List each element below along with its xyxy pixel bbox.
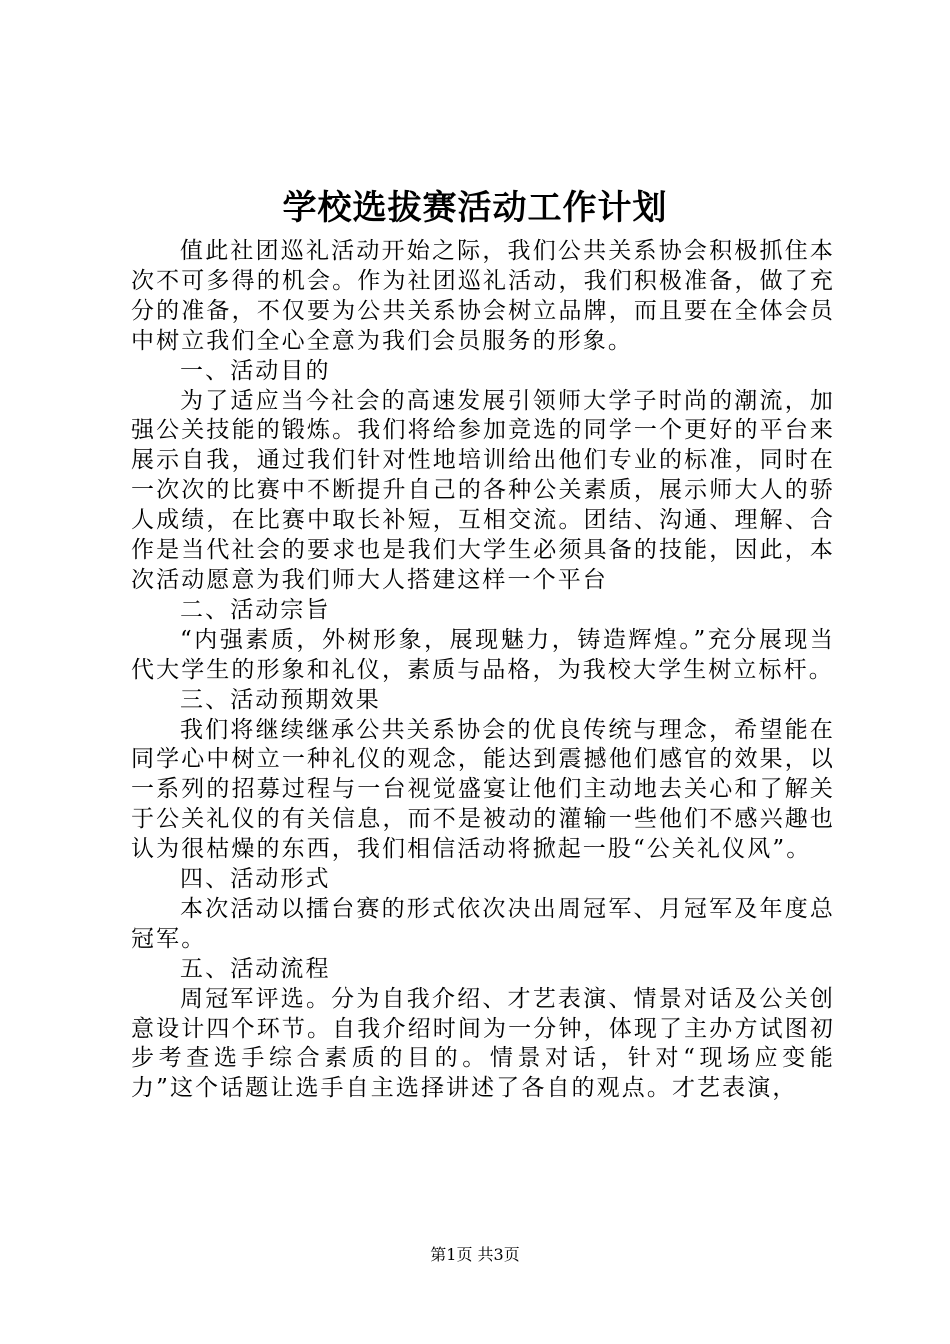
section-heading-aim: 二、活动宗旨: [180, 596, 331, 623]
section-heading-effect: 三、活动预期效果: [180, 686, 381, 713]
section-heading-process: 五、活动流程: [180, 955, 331, 982]
aim-paragraph: “内强素质，外树形象，展现魅力，铸造辉煌。”充分展现当代大学生的形象和礼仪，素质与品格，为我校大学生树立标杆。: [131, 626, 835, 683]
section-heading-purpose: 一、活动目的: [180, 357, 331, 384]
document-body: [131, 237, 835, 1104]
section-heading-format: 四、活动形式: [180, 866, 331, 893]
effect-paragraph: 我们将继续继承公共关系协会的优良传统与理念，希望能在同学心中树立一种礼仪的观念，能达到震撼他们感官的效果，以一系列的招募过程与一台视觉盛宴让他们主动地去关心和了解关于公关礼仪的有关信息，而不是被动的灌输一些他们不感兴趣也认为很枯燥的东西，我们相信活动将掀起一股“公关礼仪风”。: [131, 716, 835, 863]
purpose-paragraph: 为了适应当今社会的高速发展引领师大学子时尚的潮流，加强公关技能的锻炼。我们将给参加竞选的同学一个更好的平台来展示自我，通过我们针对性地培训给出他们专业的标准，同时在一次次的比赛中不断提升自己的各种公关素质，展示师大人的骄人成绩，在比赛中取长补短，互相交流。团结、沟通、理解、合作是当代社会的要求也是我们大学生必须具备的技能，因此，本次活动愿意为我们师大人搭建这样一个平台: [131, 387, 835, 593]
page-footer: 第1页 共3页: [430, 1245, 520, 1264]
process-paragraph: 周冠军评选。分为自我介绍、才艺表演、情景对话及公关创意设计四个环节。自我介绍时间为一分钟，体现了主办方试图初步考查选手综合素质的目的。情景对话，针对“现场应变能力”这个话题让选手自主选择讲述了各自的观点。才艺表演，: [131, 985, 835, 1102]
intro-paragraph: 值此社团巡礼活动开始之际，我们公共关系协会积极抓住本次不可多得的机会。作为社团巡礼活动，我们积极准备，做了充分的准备，不仅要为公共关系协会树立品牌，而且要在全体会员中树立我们全心全意为我们会员服务的形象。: [131, 238, 835, 354]
format-paragraph: 本次活动以擂台赛的形式依次决出周冠军、月冠军及年度总冠军。: [131, 895, 835, 952]
document-title: 学校选拔赛活动工作计划: [282, 188, 668, 228]
